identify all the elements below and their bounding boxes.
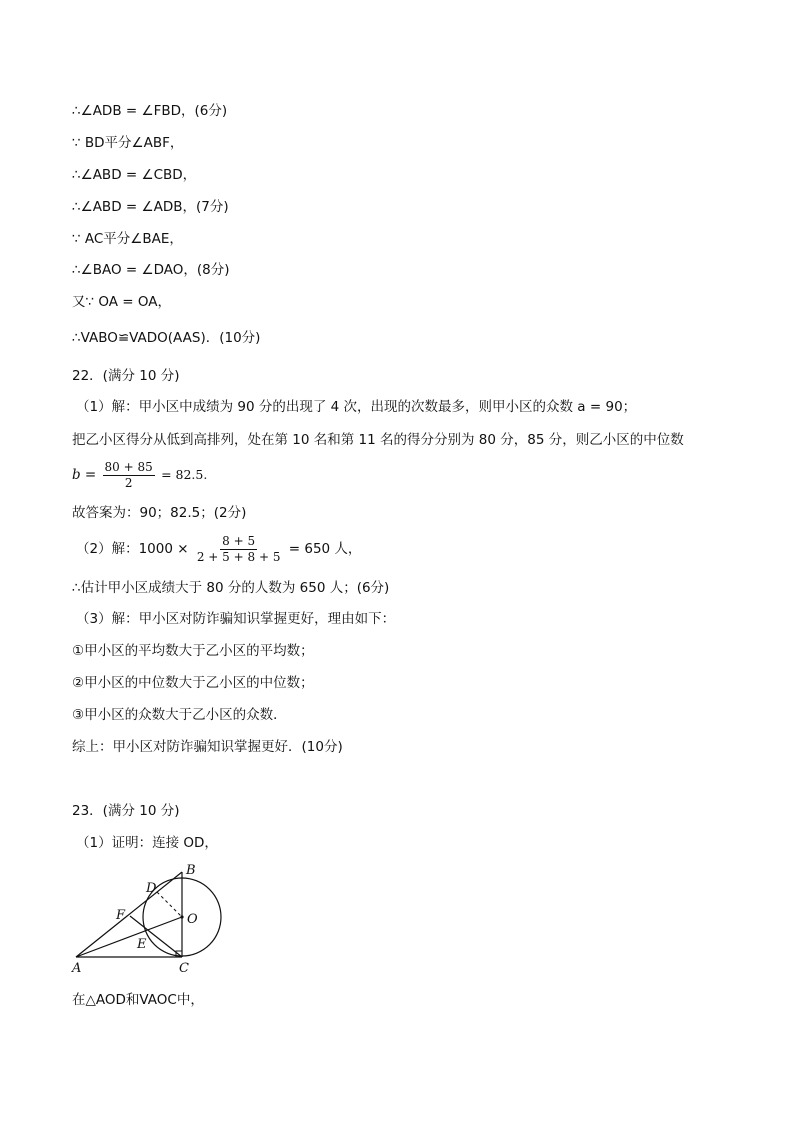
label-o: O: [187, 912, 198, 927]
part2-numerator: 8 + 5: [222, 533, 256, 548]
q22-summary: 综上：甲小区对防诈骗知识掌握更好．(10分): [72, 739, 343, 755]
q22-part3: （3）解：甲小区对防诈骗知识掌握更好，理由如下：: [76, 611, 396, 627]
geometry-figure: [60, 860, 240, 980]
b-lhs: b =: [72, 467, 97, 483]
reason-3: ③甲小区的众数大于乙小区的众数．: [72, 707, 287, 723]
q23-part1: （1）证明：连接 OD，: [76, 835, 218, 851]
proof-line-5: ∵ AC平分∠BAE，: [72, 231, 183, 247]
proof-line-8: ∴VABO≌VADO(AAS)．(10分): [72, 330, 261, 346]
part2-fraction: [195, 534, 283, 565]
part2-denominator: 2 + 5 + 8 + 5: [196, 549, 281, 564]
segment-ao: [76, 917, 182, 957]
label-a: A: [72, 961, 82, 976]
proof-line-4: ∴∠ABD = ∠ADB，(7分): [72, 199, 229, 215]
q23-last-line: 在△AOD和VAOC中，: [72, 992, 204, 1008]
part2-rhs: = 650 人，: [288, 541, 362, 557]
b-rhs: = 82.5.: [161, 467, 208, 482]
q22-part2: [76, 533, 361, 565]
q22-heading: 22．(满分 10 分): [72, 368, 180, 384]
label-e: E: [137, 937, 147, 952]
q22-estimate: ∴估计甲小区成绩大于 80 分的人数为 650 人；(6分): [72, 580, 390, 596]
proof-line-2: ∵ BD平分∠ABF，: [72, 135, 184, 151]
q23-heading: 23．(满分 10 分): [72, 803, 180, 819]
point-o: [180, 915, 183, 918]
reason-2: ②甲小区的中位数大于乙小区的中位数；: [72, 675, 314, 691]
label-b: B: [186, 863, 196, 878]
proof-line-1: ∴∠ADB = ∠FBD，(6分): [72, 103, 228, 119]
q22-part1: （1）解：甲小区中成绩为 90 分的出现了 4 次，出现的次数最多，则甲小区的众数 a = 90；: [76, 399, 637, 415]
median-fraction: [103, 460, 155, 491]
proof-line-6: ∴∠BAO = ∠DAO，(8分): [72, 262, 230, 278]
label-f: F: [116, 908, 126, 923]
proof-line-7: 又∵ OA = OA，: [72, 294, 172, 310]
q22-answer: 故答案为：90；82.5；(2分): [72, 505, 247, 521]
median-numerator: 80 + 85: [104, 459, 153, 474]
label-d: D: [146, 881, 157, 896]
segment-od-dashed: [157, 892, 182, 917]
label-c: C: [179, 961, 189, 976]
part2-prefix: （2）解：1000 ×: [76, 541, 189, 557]
median-formula: [72, 459, 207, 491]
proof-line-3: ∴∠ABD = ∠CBD，: [72, 167, 197, 183]
median-denominator: 2: [124, 475, 133, 490]
reason-1: ①甲小区的平均数大于乙小区的平均数；: [72, 643, 314, 659]
q22-part1-cont: 把乙小区得分从低到高排列，处在第 10 名和第 11 名的得分分别为 80 分，85 分，则乙小区的中位数: [72, 432, 684, 448]
